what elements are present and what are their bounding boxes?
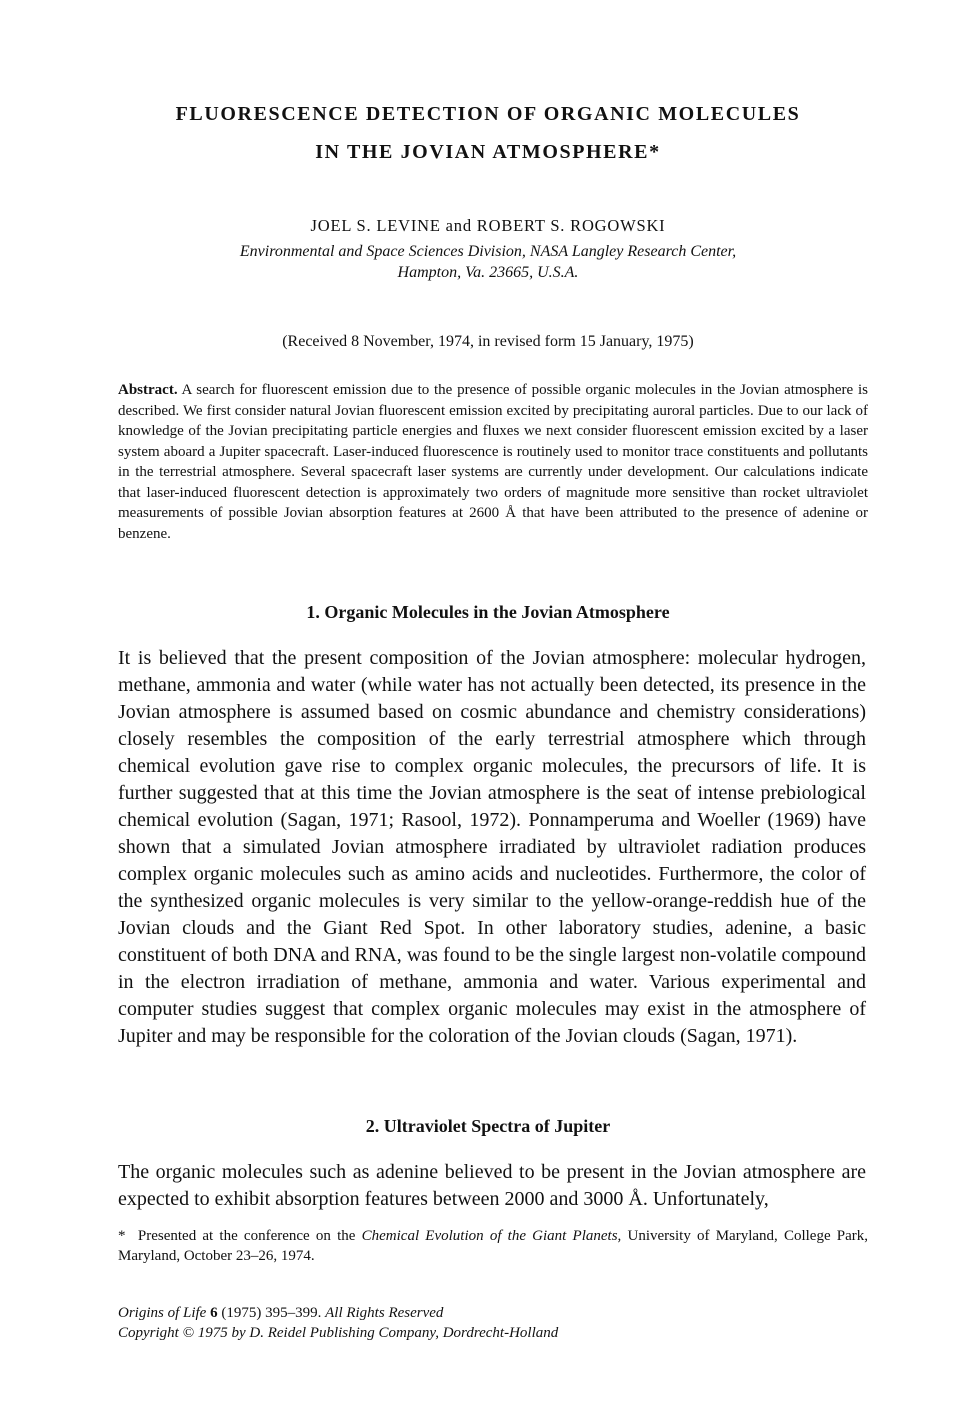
authors: JOEL S. LEVINE and ROBERT S. ROGOWSKI [310,216,666,235]
journal-year-pages: (1975) 395–399. [221,1305,322,1321]
received-date: (Received 8 November, 1974, in revised form 15 January, 1975) [282,333,694,350]
section-1-heading: 1. Organic Molecules in the Jovian Atmosphere [306,602,670,622]
paper-title-line-1: FLUORESCENCE DETECTION OF ORGANIC MOLECULES [175,103,801,125]
abstract-label: Abstract. [118,382,178,398]
section-1-paragraph: It is believed that the present composition of the Jovian atmosphere: molecular hydrogen, methane, ammonia and water (while water has not actually been detected, its presence in the Jovian atmosphere is assumed based on cosmic abundance and chemistry considerations) closely resembles the composition of the early terrestrial atmosphere which through chemical evolution gave rise to complex organic molecules, the precursors of life. It is further suggested that at this time the Jovian atmosphere is the seat of intense prebiological chemical evolution (Sagan, 1971; Rasool, 1972). Ponnamperuma and Woeller (1969) have shown that a simulated Jovian atmosphere irradiated by ultraviolet radiation produces complex organic molecules such as amino acids and nucleotides. Furthermore, the color of the synthesized organic molecules is very similar to the yellow-orange-reddish hue of the Jovian clouds and the Giant Red Spot. In other laboratory studies, adenine, a basic constituent of both DNA and RNA, was found to be the single largest non-volatile compound in the electron irradiation of methane, ammonia and water. Various experimental and computer studies suggest that complex organic molecules may exist in the atmosphere of Jupiter and may be responsible for the coloration of the Jovian clouds (Sagan, 1971). [118,647,866,1047]
affiliation-line-1: Environmental and Space Sciences Division, NASA Langley Research Center, [239,243,737,260]
journal-info [118,1303,868,1343]
footnote-text-before: Presented at the conference on the [137,1228,356,1244]
journal-volume: 6 [210,1305,218,1321]
footnote-marker: * [118,1228,126,1244]
footnote-text-after: University of Maryland, College Park, Maryland, October 23–26, 1974. [118,1228,869,1264]
abstract-text: A search for fluorescent emission due to the presence of possible organic molecules in the Jovian atmosphere is described. We first consider natural Jovian fluorescent emission excited by precipitating auroral particles. Due to our lack of knowledge of the Jovian precipitating particle energies and fluxes we next consider fluorescent emission excited by a laser system aboard a Jupiter spacecraft. Laser-induced fluorescence is routinely used to monitor trace constituents and pollutants in the terrestrial atmosphere. Several spacecraft laser systems are currently under development. Our calculations indicate that laser-induced fluorescent detection is approximately two orders of magnitude more sensitive than rocket ultraviolet measurements of possible Jovian absorption features at 2600 Å that have been attributed to the presence of adenine or benzene. [118,382,868,542]
journal-rights: All Rights Reserved [325,1305,444,1321]
section-2-paragraph: The organic molecules such as adenine believed to be present in the Jovian atmosphere are expected to exhibit absorption features between 2000 and 3000 Å. Unfortunately, [118,1161,866,1210]
journal-copyright: Copyright © 1975 by D. Reidel Publishing Company, Dordrecht-Holland [118,1325,559,1341]
section-2-heading: 2. Ultraviolet Spectra of Jupiter [365,1116,611,1136]
footnote-conference-title: Chemical Evolution of the Giant Planets, [361,1228,622,1244]
footnote [118,1226,868,1266]
paper-title-line-2: IN THE JOVIAN ATMOSPHERE* [315,141,661,163]
abstract [118,380,868,544]
affiliation-line-2: Hampton, Va. 23665, U.S.A. [397,264,579,281]
journal-name: Origins of Life [118,1305,207,1321]
